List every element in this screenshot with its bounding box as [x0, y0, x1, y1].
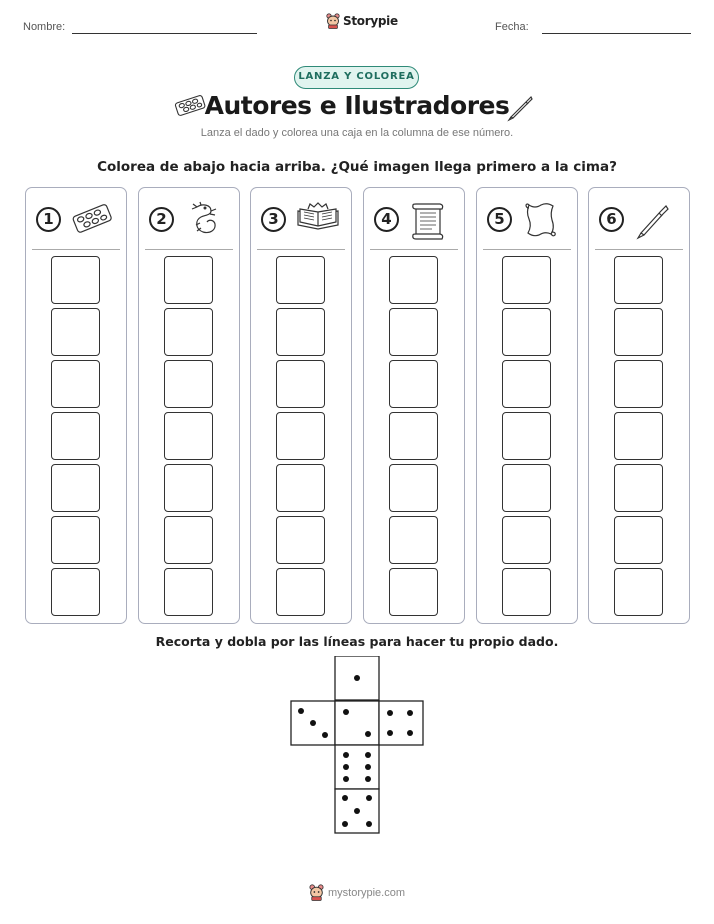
die-pip: [365, 731, 371, 737]
color-box[interactable]: [389, 308, 438, 356]
color-box[interactable]: [614, 516, 663, 564]
color-box[interactable]: [389, 464, 438, 512]
storypie-mascot-icon: [309, 884, 324, 901]
die-pip: [407, 730, 413, 736]
color-box[interactable]: [614, 412, 663, 460]
name-line[interactable]: [72, 33, 257, 34]
die-pip: [322, 732, 328, 738]
color-box[interactable]: [614, 464, 663, 512]
color-box[interactable]: [389, 256, 438, 304]
brand-name: Storypie: [343, 14, 398, 28]
color-box[interactable]: [164, 516, 213, 564]
color-box[interactable]: [389, 568, 438, 616]
column-number: 6: [599, 207, 624, 232]
color-box[interactable]: [502, 256, 551, 304]
column-divider: [32, 249, 120, 250]
parchment-icon: [521, 201, 561, 239]
date-label: Fecha:: [495, 21, 529, 33]
color-box[interactable]: [614, 360, 663, 408]
color-box[interactable]: [51, 360, 100, 408]
color-box[interactable]: [276, 568, 325, 616]
name-label: Nombre:: [23, 21, 66, 33]
die-pip: [343, 709, 349, 715]
date-line[interactable]: [542, 33, 691, 34]
footer: [309, 884, 405, 901]
dice-column-5: [476, 187, 578, 624]
die-pip: [365, 764, 371, 770]
color-box[interactable]: [51, 464, 100, 512]
color-box[interactable]: [276, 412, 325, 460]
die-pip: [343, 776, 349, 782]
color-box[interactable]: [164, 308, 213, 356]
color-box[interactable]: [614, 256, 663, 304]
color-box[interactable]: [164, 256, 213, 304]
color-box[interactable]: [502, 464, 551, 512]
dice-column-2: [138, 187, 240, 624]
die-pip: [343, 752, 349, 758]
color-box[interactable]: [51, 308, 100, 356]
color-box[interactable]: [389, 516, 438, 564]
color-box[interactable]: [276, 308, 325, 356]
column-number: 4: [374, 207, 399, 232]
die-pip: [354, 808, 360, 814]
column-divider: [257, 249, 345, 250]
die-pip: [310, 720, 316, 726]
storypie-mascot-icon: [326, 13, 340, 29]
color-box[interactable]: [389, 412, 438, 460]
scroll-icon: [408, 201, 448, 241]
color-box[interactable]: [51, 412, 100, 460]
dragon-icon: [183, 201, 227, 237]
column-divider: [595, 249, 683, 250]
dice-column-3: [250, 187, 352, 624]
pen-nib-icon: [633, 201, 673, 241]
die-face-6: [335, 745, 379, 789]
dice-column-1: [25, 187, 127, 624]
die-pip: [366, 821, 372, 827]
page-title: Autores e Ilustradores: [204, 91, 510, 120]
color-box[interactable]: [164, 412, 213, 460]
color-box[interactable]: [276, 360, 325, 408]
die-pip: [387, 710, 393, 716]
column-number: 2: [149, 207, 174, 232]
die-face-2: [335, 701, 379, 745]
color-box[interactable]: [614, 308, 663, 356]
column-divider: [145, 249, 233, 250]
die-pip: [298, 708, 304, 714]
color-box[interactable]: [164, 464, 213, 512]
color-box[interactable]: [276, 516, 325, 564]
color-box[interactable]: [502, 516, 551, 564]
die-pip: [342, 821, 348, 827]
die-pip: [387, 730, 393, 736]
page-subtitle: Lanza el dado y colorea una caja en la columna de ese número.: [200, 127, 514, 139]
color-box[interactable]: [614, 568, 663, 616]
column-divider: [370, 249, 458, 250]
open-book-icon: [295, 201, 341, 233]
column-number: 5: [487, 207, 512, 232]
watercolor-palette-icon: [70, 201, 114, 235]
die-face-4: [379, 701, 423, 745]
die-pip: [365, 776, 371, 782]
die-net[interactable]: [290, 656, 426, 836]
color-box[interactable]: [276, 464, 325, 512]
color-box[interactable]: [502, 412, 551, 460]
die-pip: [365, 752, 371, 758]
column-divider: [483, 249, 571, 250]
color-box[interactable]: [51, 568, 100, 616]
color-box[interactable]: [502, 360, 551, 408]
color-box[interactable]: [51, 256, 100, 304]
color-box[interactable]: [389, 360, 438, 408]
footer-url[interactable]: mystorypie.com: [328, 886, 406, 899]
die-instruction: Recorta y dobla por las líneas para hacer tu propio dado.: [155, 634, 559, 649]
die-pip: [342, 795, 348, 801]
color-box[interactable]: [51, 516, 100, 564]
die-pip: [354, 675, 360, 681]
dice-column-4: [363, 187, 465, 624]
color-box[interactable]: [502, 308, 551, 356]
column-number: 3: [261, 207, 286, 232]
coloring-instruction: Colorea de abajo hacia arriba. ¿Qué imagen llega primero a la cima?: [97, 159, 617, 175]
color-box[interactable]: [276, 256, 325, 304]
pen-nib-icon: [506, 92, 536, 122]
column-number: 1: [36, 207, 61, 232]
dice-column-6: [588, 187, 690, 624]
die-pip: [366, 795, 372, 801]
brand-logo: [326, 13, 398, 29]
color-box[interactable]: [164, 360, 213, 408]
die-pip: [407, 710, 413, 716]
color-box[interactable]: [502, 568, 551, 616]
die-pip: [343, 764, 349, 770]
activity-badge: LANZA Y COLOREA: [294, 66, 419, 89]
color-box[interactable]: [164, 568, 213, 616]
